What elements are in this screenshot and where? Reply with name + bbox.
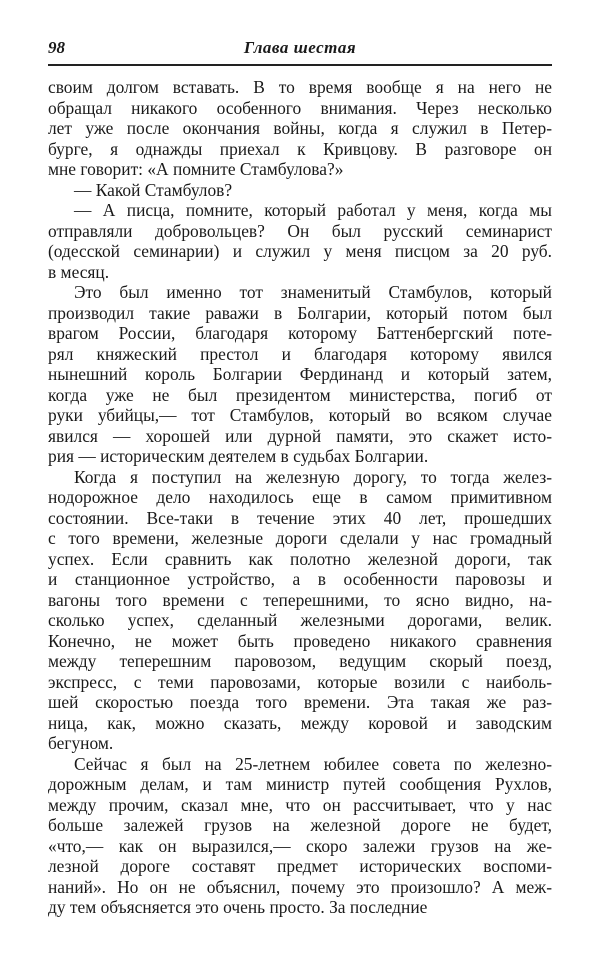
paragraph xyxy=(48,282,552,467)
text-line: своим долгом вставать. В то время вообще я на него не xyxy=(48,77,552,97)
paragraph xyxy=(48,754,552,918)
text-line: ду тем объясняется это очень просто. За последние xyxy=(48,897,428,917)
text-line: рия — историческим деятелем в судьбах Болгарии. xyxy=(48,446,429,466)
page-number: 98 xyxy=(48,38,65,57)
text-line: экспресс, с теми паровозами, которые возили с наиболь- xyxy=(48,671,552,692)
running-header xyxy=(48,38,552,62)
text-line: обращал никакого особенного внимания. Через несколько xyxy=(48,97,552,118)
text-line: состоянии. Все-таки в течение этих 40 лет, прошедших xyxy=(48,507,552,528)
text-line: успех. Если сравнить как полотно железной дороги, так xyxy=(48,548,552,569)
text-line: сколько успех, сделанный железными дорогами, велик. xyxy=(48,610,552,630)
chapter-title: Глава шестая xyxy=(243,38,357,57)
text-line: Это был именно тот знаменитый Стамбулов, который xyxy=(74,282,552,302)
text-line: Конечно, не может быть проведено никакого сравнения xyxy=(48,630,552,651)
text-line: руки убийцы,— тот Стамбулов, который во всяком случае xyxy=(48,405,552,425)
text-line: бурге, я однажды приехал к Кривцову. В разговоре он xyxy=(48,138,552,159)
text-line: с того времени, железные дороги сделали у нас громадный xyxy=(48,528,552,548)
paragraph xyxy=(48,180,552,201)
text-line: мне говорит: «А помните Стамбулова?» xyxy=(48,159,344,179)
text-line: «что,— как он выразился,— скоро залежи грузов на же- xyxy=(48,835,552,856)
text-line: лезной дороге составят предмет исторических воспоми- xyxy=(48,856,552,876)
text-line: лет уже после окончания войны, когда я служил в Петер- xyxy=(48,118,552,138)
paragraph xyxy=(48,200,552,282)
text-line: врагом России, благодаря которому Баттенбергский поте- xyxy=(48,323,552,343)
text-line: между теперешним паровозом, ведущим скорый поезд, xyxy=(48,651,552,671)
text-line: — А писца, помните, который работал у меня, когда мы xyxy=(74,200,552,220)
text-line: отправляли добровольцев? Он был русский семинарист xyxy=(48,220,552,241)
text-line: нодорожное дело находилось еще в самом примитивном xyxy=(48,487,552,507)
text-line: производил такие раважи в Болгарии, который потом был xyxy=(48,302,552,323)
text-line: больше залежей грузов на железной дороге не будет, xyxy=(48,815,552,835)
text-line: бегуном. xyxy=(48,733,114,753)
text-line: нынешний король Болгарии Фердинанд и который затем, xyxy=(48,364,552,384)
text-line: шей скоростью поезда того времени. Эта такая же раз- xyxy=(48,692,552,712)
text-line: Сейчас я был на 25-летнем юбилее совета по железно- xyxy=(74,753,552,774)
header-rule xyxy=(48,64,552,66)
text-line: в месяц. xyxy=(48,261,110,282)
text-line: и станционное устройство, а в особенности паровозы и xyxy=(48,569,552,589)
text-line: дорожным делам, и там министр путей сообщения Рухлов, xyxy=(48,774,552,794)
text-line: ница, как, можно сказать, между коровой и заводским xyxy=(48,712,552,733)
text-line: — Какой Стамбулов? xyxy=(74,179,233,200)
text-line: вагоны того времени с теперешними, то ясно видно, на- xyxy=(48,589,552,610)
text-line: наний». Но он не объяснил, почему это произошло? А меж- xyxy=(48,876,552,897)
paragraph xyxy=(48,77,552,180)
paragraph xyxy=(48,467,552,754)
text-line: Когда я поступил на железную дорогу, то тогда желез- xyxy=(74,466,552,487)
text-line: (одесской семинарии) и служил у меня писцом за 20 руб. xyxy=(48,241,552,261)
text-line: явился — хорошей или дурной памяти, это скажет исто- xyxy=(48,425,552,446)
text-line: когда уже не был президентом министерства, погиб от xyxy=(48,384,552,405)
text-line: рял княжеский престол и благодаря которому явился xyxy=(48,343,552,364)
text-line: между прочим, сказал мне, что он рассчитывает, что у нас xyxy=(48,794,552,815)
page-body xyxy=(48,77,552,918)
